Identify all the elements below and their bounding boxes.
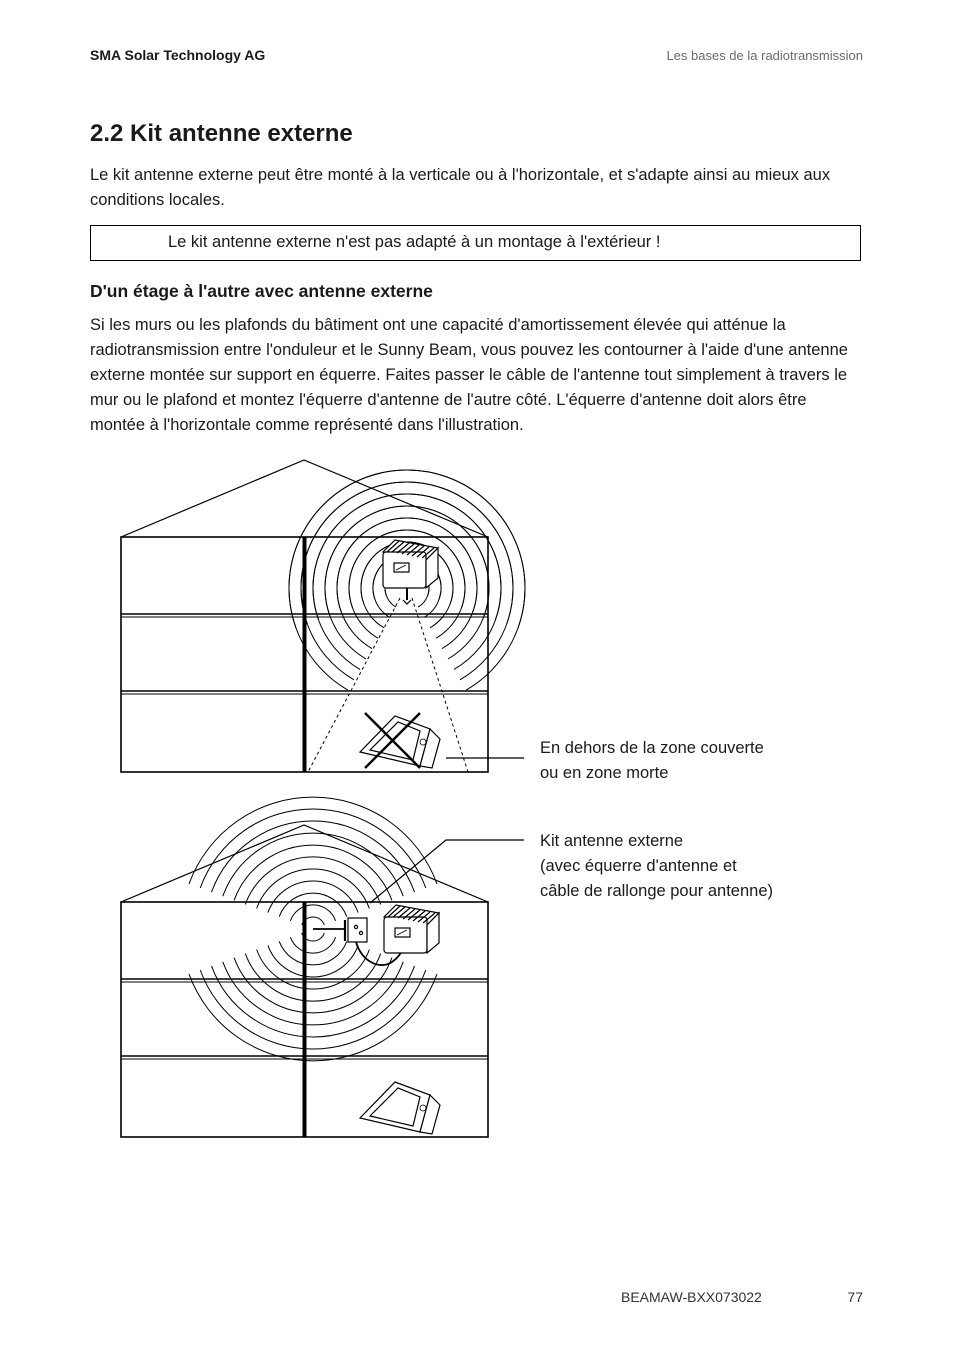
house-bottom (121, 825, 488, 1137)
caption-antenna-kit-line: (avec équerre d'antenne et (540, 857, 737, 875)
section-title: 2.2 Kit antenne externe (90, 120, 353, 147)
radio-wave-arc (234, 958, 392, 1013)
radio-wave-arc (189, 797, 437, 884)
radio-wave-arc (234, 845, 392, 900)
radio-wave-arc (268, 945, 358, 977)
subsection-body: Si les murs ou les plafonds du bâtiment ont une capacité d'amortissement élevée qui atténue la radiotransmission entre l'onduleur et le Sunny Beam, vous pouvez les contourner à l'aide d'une antenne externe montée sur support en équerre. Faites passer le câble de l'antenne tout simplement à travers le mur ou le plafond et montez l'équerre d'antenne de l'autre côté. L'équerre d'antenne doit alors être montée à l'horizontale comme représenté dans l'illustration. (90, 316, 848, 434)
radio-wave-arc (189, 974, 437, 1061)
caption-antenna-kit-line: câble de rallonge pour antenne) (540, 882, 774, 900)
caption-antenna-kit-line: Kit antenne externe (540, 832, 684, 850)
radio-wave-arc (257, 950, 370, 990)
sunny-beam-bottom (360, 1082, 440, 1134)
footer-page-number: 77 (847, 1289, 863, 1305)
radio-wave-arc (223, 962, 403, 1025)
header-company: SMA Solar Technology AG (90, 47, 266, 63)
caption-dead-zone (540, 736, 764, 786)
inverter-bottom (384, 905, 439, 953)
inverter-top (383, 540, 438, 604)
section-intro: Le kit antenne externe peut être monté à la verticale ou à l'horizontale, et s'adapte ainsi au mieux aux conditions locales. (90, 166, 831, 209)
caption-dead-zone-line: En dehors de la zone couverte (540, 739, 764, 757)
footer-doc-code: BEAMAW-BXX073022 (621, 1289, 762, 1305)
note-text: Le kit antenne externe n'est pas adapté à un montage à l'extérieur ! (168, 233, 661, 251)
radio-wave-arc (268, 881, 358, 913)
caption-dead-zone-line: ou en zone morte (540, 764, 669, 782)
radio-wave-arc (223, 833, 403, 896)
caption-antenna-kit (540, 829, 773, 904)
leader-line-antenna-kit (370, 840, 524, 903)
radio-wave-arc (290, 937, 335, 953)
subsection-title: D'un étage à l'autre avec antenne externe (90, 281, 433, 301)
header-chapter: Les bases de la radiotransmission (666, 48, 863, 63)
radio-wave-arc (290, 905, 335, 921)
